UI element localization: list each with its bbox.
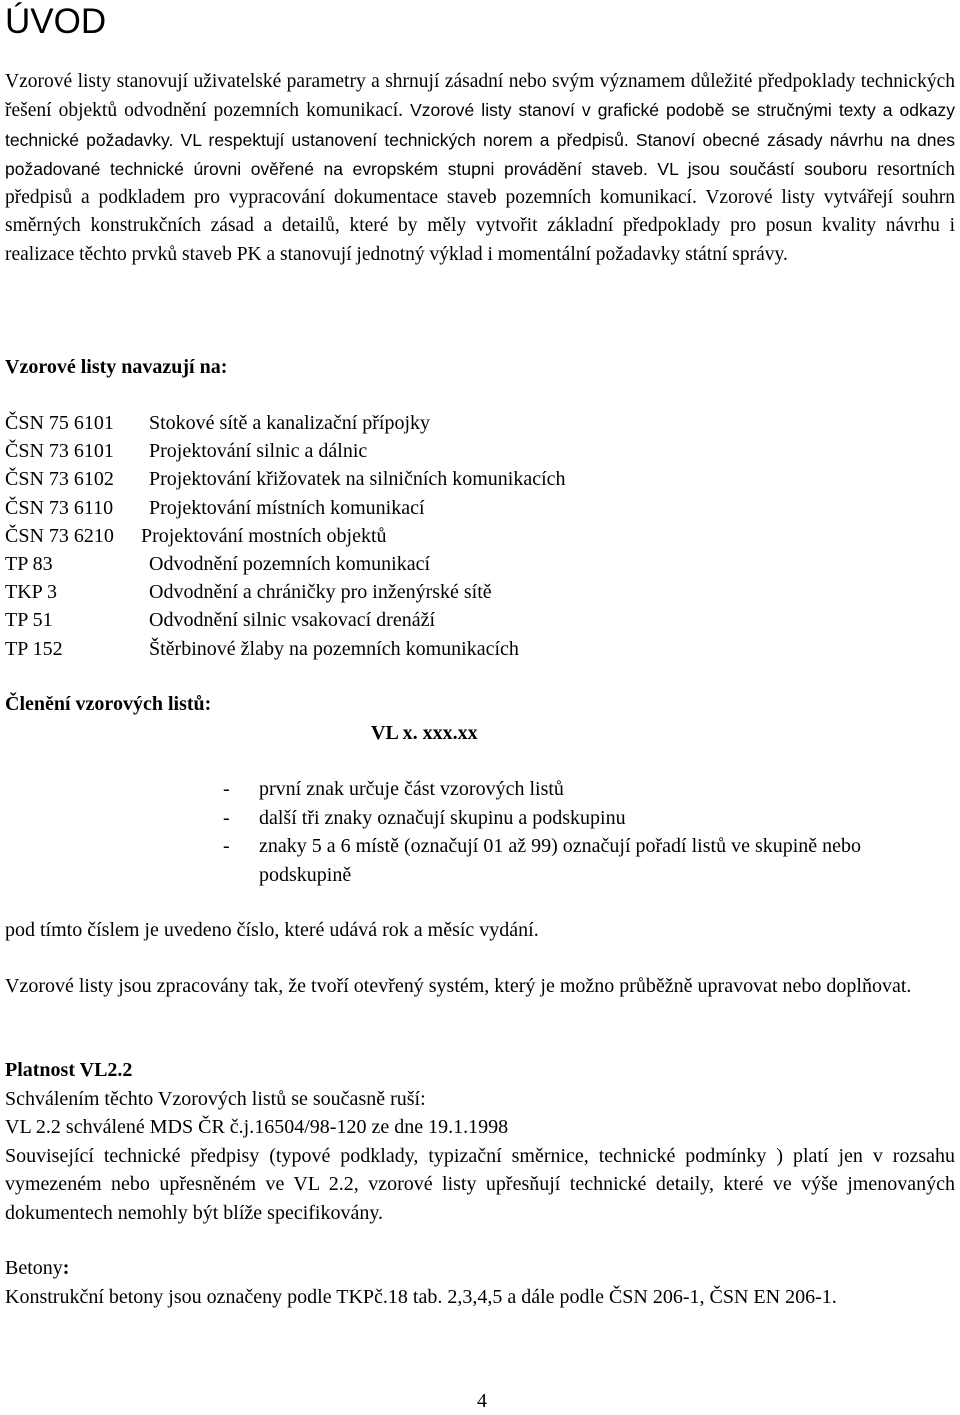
intro-sentence-3: Stanoví obecné zásady návrhu na dnes požadované technické úrovni ověřené na evropském stupni provádění staveb. VL jsou součástí souboru — [5, 129, 956, 179]
norm-row — [5, 522, 955, 550]
page-number: 4 — [477, 1390, 487, 1412]
norm-title: Odvodnění pozemních komunikací — [149, 552, 431, 575]
intro-sentence-2: Vzorové listy stanoví v grafické podobě se stručnými texty a odkazy technické požadavky. VL respektují ustanovení technických norem a předpisů. — [5, 100, 956, 150]
list-item-text: další tři znaky označují skupinu a podskupinu — [259, 806, 626, 829]
norm-title: Projektování mostních objektů — [141, 524, 387, 547]
norm-code: ČSN 73 6210 — [5, 524, 114, 547]
dash-bullet: - — [223, 835, 230, 857]
norm-code: ČSN 73 6101 — [5, 440, 114, 463]
list-item-text: první znak určuje část vzorových listů — [259, 778, 564, 800]
dash-bullet: - — [223, 778, 230, 800]
list-item — [5, 832, 955, 889]
concrete-heading-colon: : — [62, 1257, 70, 1279]
division-list — [5, 775, 955, 889]
validity-heading: Platnost VL2.2 — [5, 1059, 133, 1081]
under-number-paragraph: pod tímto číslem je uvedeno číslo, které udává rok a měsíc vydání. — [5, 919, 539, 941]
validity-line-2: VL 2.2 schválené MDS ČR č.j.16504/98-120 ze dne 19.1.1998 — [5, 1116, 509, 1139]
norm-code: ČSN 73 6110 — [5, 496, 114, 519]
list-item-text: znaky 5 a 6 místě (označují 01 až 99) označují pořadí listů ve skupině nebo podskupině — [259, 835, 862, 886]
norm-row — [5, 635, 955, 663]
norm-title: Projektování místních komunikací — [149, 496, 425, 519]
concrete-section — [5, 1254, 955, 1311]
division-heading: Členění vzorových listů: — [5, 693, 212, 715]
norm-code: ČSN 75 6101 — [5, 412, 114, 434]
vl-format: VL x. xxx.xx — [371, 722, 478, 744]
norm-code: TP 83 — [5, 552, 53, 575]
page-title: ÚVOD — [5, 2, 107, 41]
open-system-paragraph: Vzorové listy jsou zpracovány tak, že tvoří otevřený systém, který je možno průběžně upravovat nebo doplňovat. — [5, 975, 912, 997]
norm-code: ČSN 73 6102 — [5, 468, 114, 491]
norms-list — [5, 409, 955, 663]
norm-title: Projektování silnic a dálnic — [149, 440, 368, 463]
norm-row — [5, 606, 955, 634]
norm-title: Odvodnění a chráničky pro inženýrské sítě — [149, 581, 492, 604]
concrete-heading-text: Betony — [5, 1257, 63, 1279]
norm-row — [5, 494, 955, 522]
concrete-text: Konstrukční betony jsou označeny podle TKPč.18 tab. 2,3,4,5 a dále podle ČSN 206-1, ČSN EN 206-1. — [5, 1285, 837, 1308]
norm-title: Štěrbinové žlaby na pozemních komunikacích — [149, 637, 519, 660]
norm-code: TP 152 — [5, 637, 63, 660]
dash-bullet: - — [223, 806, 230, 829]
norm-row — [5, 409, 955, 437]
norms-heading: Vzorové listy navazují na: — [5, 356, 228, 378]
intro-sentence-4: resortních předpisů a podkladem pro vypracování dokumentace staveb pozemních komunikací. Vzorové listy vytvářejí souhrn směrných konstrukčních zásad a detailů, které by měly vytvořit základní předpoklady pro posun kvality návrhu i realizace těchto prvků staveb PK a stanovují jednotný výklad i momentální požadavky státní správy. — [5, 158, 955, 265]
intro-paragraph — [5, 68, 955, 269]
norm-title: Projektování křižovatek na silničních komunikacích — [149, 468, 566, 491]
norm-row — [5, 578, 955, 606]
validity-line-3: Související technické předpisy (typové podklady, typizační směrnice, technické podmínky ) platí jen v rozsahu vymezeném nebo upřesněném ve VL 2.2, vzorové listy upřesňují technické detaily, které ve výše jmenovaných dokumentech nemohly být blíže specifikovány. — [5, 1144, 955, 1224]
list-item — [5, 804, 955, 833]
validity-section — [5, 1056, 955, 1228]
intro-sentence-1: Vzorové listy stanovují uživatelské parametry a shrnují zásadní nebo svým významem důležité předpoklady technických řešení objektů odvodnění pozemních komunikací. — [5, 71, 955, 122]
validity-line-1: Schválením těchto Vzorových listů se současně ruší: — [5, 1087, 426, 1110]
norm-code: TP 51 — [5, 609, 53, 632]
norm-row — [5, 437, 955, 465]
concrete-heading — [5, 1254, 955, 1283]
norm-title: Odvodnění silnic vsakovací drenáží — [149, 609, 436, 632]
norm-row — [5, 465, 955, 493]
list-item — [5, 775, 955, 804]
norm-row — [5, 550, 955, 578]
norm-code: TKP 3 — [5, 581, 58, 604]
norm-title: Stokové sítě a kanalizační přípojky — [149, 412, 431, 434]
